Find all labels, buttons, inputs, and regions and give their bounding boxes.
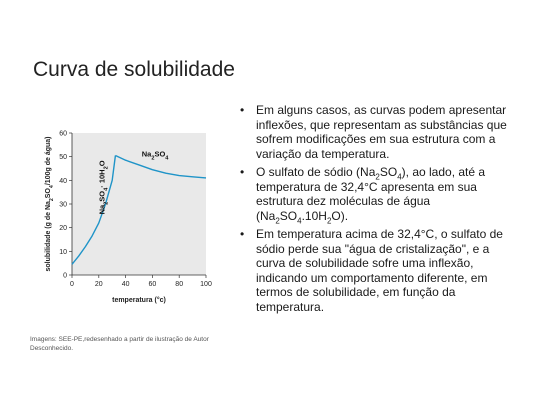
y-tick-label: 10 — [59, 248, 67, 256]
solubility-chart — [30, 125, 220, 325]
x-tick-label: 100 — [200, 281, 212, 288]
x-tick-label: 40 — [121, 281, 130, 288]
y-tick-label: 20 — [59, 225, 67, 233]
subscript-text: 2 — [275, 215, 280, 225]
label-text: SO — [45, 188, 52, 199]
x-axis-title: temperatura (°c) — [112, 297, 166, 304]
bullet-text: O). — [331, 208, 349, 223]
bullet-item — [238, 165, 518, 223]
chart-canvas — [30, 125, 220, 325]
subscript-text: 2 — [103, 166, 110, 170]
y-tick-label: 30 — [59, 201, 67, 209]
bullet-text: O sulfato de sódio (Na — [256, 165, 376, 179]
label-text: SO — [154, 149, 166, 159]
bullet-text: SO — [379, 165, 398, 179]
subscript-text: 4 — [103, 187, 110, 191]
x-tick-label: 20 — [94, 281, 103, 288]
subscript-text: 2 — [151, 155, 155, 162]
bullet-text: SO — [279, 208, 298, 223]
subscript-text: 2 — [326, 215, 332, 225]
bullet-item — [238, 103, 518, 161]
subscript-text: 4 — [397, 172, 402, 182]
subscript-text: 2 — [49, 198, 55, 202]
label-text: /100g de água) — [45, 136, 52, 186]
y-tick-label: 50 — [59, 154, 67, 162]
image-credit: Imagens: SEE-PE,redesenhado a partir de ilustração de Autor Desconhecido. — [30, 336, 209, 352]
slide-title: Curva de solubilidade — [33, 58, 235, 81]
x-tick-label: 80 — [175, 281, 184, 288]
bullet-text: .10H — [301, 208, 327, 223]
bullet-text: ), ao lado, até a temperatura de 32,4°C apresenta em sua estrutura dez moléculas de água (Na — [256, 165, 486, 223]
bullet-text: Em alguns casos, as curvas podem apresentar inflexões, que representam as substâncias que sofrem modificações em sua estrutura com a variação da temperatura. — [256, 103, 507, 161]
y-tick-label: 60 — [59, 130, 67, 138]
y-tick-label: 0 — [63, 272, 67, 280]
label-text: Na — [141, 149, 152, 159]
label-text: · 10H — [97, 169, 107, 188]
x-tick-label: 60 — [148, 281, 157, 288]
subscript-text: 4 — [297, 215, 302, 225]
plot-area — [72, 133, 206, 275]
label-text: Na — [97, 204, 107, 215]
bullet-item — [238, 227, 518, 314]
label-text: SO — [97, 190, 107, 202]
y-tick-label: 40 — [59, 177, 67, 185]
x-tick-label: 0 — [70, 281, 74, 288]
label-text: O — [97, 160, 107, 167]
subscript-text: 4 — [165, 155, 169, 162]
subscript-text: 2 — [103, 201, 110, 205]
label-text: solubilidade (g de Na — [45, 201, 52, 272]
subscript-text: 2 — [375, 172, 380, 182]
subscript-text: 4 — [49, 185, 55, 189]
bullet-list — [238, 103, 518, 318]
bullet-text: Em temperatura acima de 32,4°C, o sulfato de sódio perde sua "água de cristalização", e a curva de solubilidade sofre uma inflexão, indicando um comportamento diferente, em termos de solubilidade, em função da temperatura. — [256, 227, 503, 314]
y-axis-title — [45, 136, 55, 271]
